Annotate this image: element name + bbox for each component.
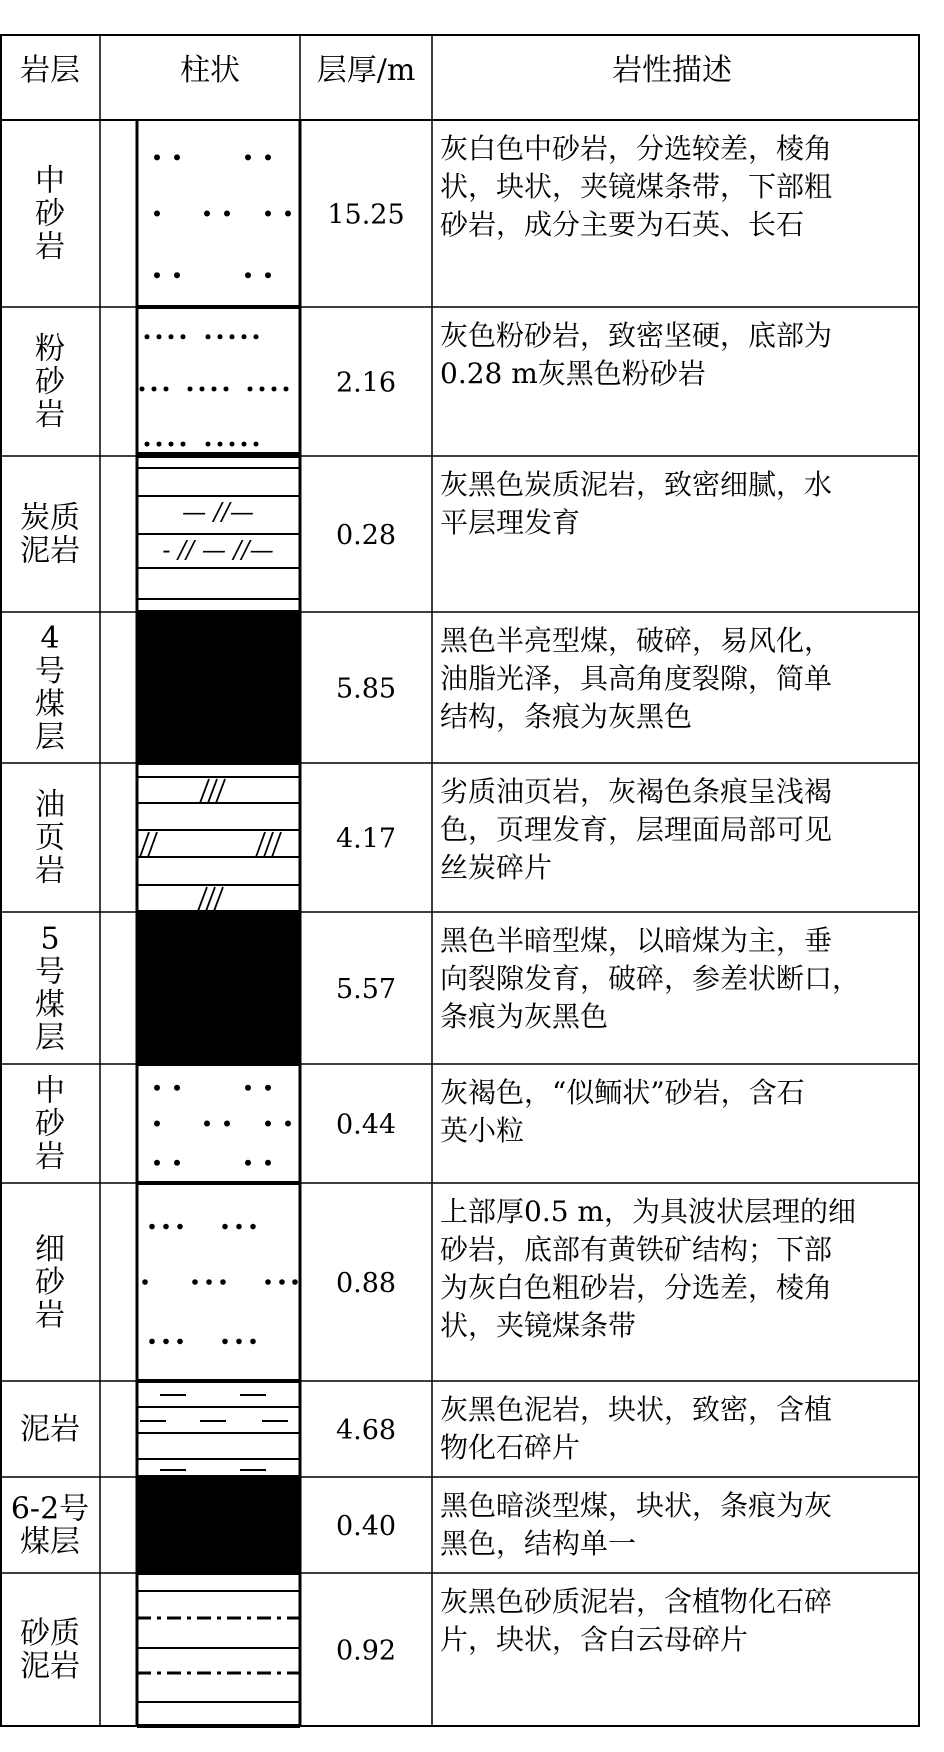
rock-name: 砂质 xyxy=(20,1616,80,1651)
rock-name: 煤层 xyxy=(20,1524,80,1560)
rock-description: 灰白色中砂岩，分选较差，棱角 xyxy=(440,132,833,165)
rock-name: 号 xyxy=(35,654,65,689)
sand-dot xyxy=(174,1160,180,1166)
sand-dot xyxy=(154,272,160,278)
rock-description: 黑色半亮型煤，破碎，易风化， xyxy=(440,624,833,657)
rock-description: 灰色粉砂岩，致密坚硬，底部为 xyxy=(440,319,833,352)
sand-dot xyxy=(265,154,271,160)
rock-description: 丝炭碎片 xyxy=(440,851,553,884)
rock-description: 平层理发育 xyxy=(440,506,581,539)
sand-dot xyxy=(177,1224,183,1230)
sand-dot xyxy=(204,1121,210,1127)
rock-description: 0.28 m灰黑色粉砂岩 xyxy=(440,357,706,390)
rock-name: 泥岩 xyxy=(20,1412,80,1447)
sand-dot xyxy=(192,1279,198,1285)
rock-name: 砂 xyxy=(35,1265,65,1300)
sand-dot xyxy=(152,386,157,391)
rock-name: 砂 xyxy=(35,1106,65,1142)
shale-slash xyxy=(148,832,157,857)
rock-description: 砂岩，成分主要为石英、长石 xyxy=(440,208,805,241)
layer-thickness: 5.57 xyxy=(335,974,397,1005)
carbonaceous-symbol: — //— xyxy=(182,498,254,526)
sand-dot xyxy=(236,1339,242,1345)
rock-name: 炭质 xyxy=(20,500,80,536)
sand-dot xyxy=(265,272,271,278)
sand-dot xyxy=(145,442,150,447)
sand-dot xyxy=(218,442,223,447)
rock-description: 黑色暗淡型煤，块状，条痕为灰 xyxy=(440,1489,833,1522)
rock-description: 劣质油页岩，灰褐色条痕呈浅褐 xyxy=(440,775,833,808)
rock-description: 状，块状，夹镜煤条带，下部粗 xyxy=(440,170,833,203)
rock-name: 煤 xyxy=(35,687,65,722)
sand-dot xyxy=(245,154,251,160)
layer-thickness: 0.88 xyxy=(335,1268,397,1299)
rock-name: 5 xyxy=(40,921,60,957)
sand-dot xyxy=(250,1339,256,1345)
sand-dot xyxy=(145,334,150,339)
sand-dot xyxy=(230,334,235,339)
carbonaceous-symbol: - // — //— xyxy=(162,536,274,564)
sand-dot xyxy=(222,1339,228,1345)
sand-dot xyxy=(265,1121,271,1127)
rock-description: 灰黑色炭质泥岩，致密细腻，水 xyxy=(440,468,833,501)
header-description: 岩性描述 xyxy=(612,53,732,88)
sand-dot xyxy=(265,1160,271,1166)
rock-name: 岩 xyxy=(35,1298,65,1333)
header-thickness: 层厚/m xyxy=(316,53,416,88)
shale-slash xyxy=(200,779,209,803)
sand-dot xyxy=(245,272,251,278)
shale-slash xyxy=(198,887,207,911)
rock-description: 条痕为灰黑色 xyxy=(440,1000,609,1033)
rock-description: 为灰白色粗砂岩，分选差，棱角 xyxy=(440,1271,833,1304)
sand-dot xyxy=(224,1121,230,1127)
layer-thickness: 2.16 xyxy=(335,367,397,399)
shale-slash xyxy=(206,887,215,911)
sand-dot xyxy=(248,386,253,391)
sand-dot xyxy=(169,442,174,447)
sand-dot xyxy=(292,1279,298,1285)
layer-thickness: 4.68 xyxy=(335,1415,397,1446)
rock-name: 泥岩 xyxy=(20,533,80,569)
rock-description: 砂岩，底部有黄铁矿结构；下部 xyxy=(440,1233,833,1266)
rock-name: 层 xyxy=(35,720,65,755)
sand-dot xyxy=(154,154,160,160)
sand-dot xyxy=(157,442,162,447)
layer-thickness: 0.44 xyxy=(335,1109,397,1141)
header-layer: 岩层 xyxy=(20,53,80,88)
rock-description: 上部厚0.5 m，为具波状层理的细 xyxy=(440,1195,856,1228)
header-column: 柱状 xyxy=(180,53,240,88)
rock-name: 粉 xyxy=(35,331,65,367)
rock-name: 岩 xyxy=(35,853,65,889)
sand-dot xyxy=(142,1279,148,1285)
sand-dot xyxy=(163,1339,169,1345)
sand-dot xyxy=(164,386,169,391)
sand-dot xyxy=(174,154,180,160)
sand-dot xyxy=(154,211,160,217)
lithology-column xyxy=(137,154,300,1702)
rock-description: 色，页理发育，层理面局部可见 xyxy=(440,813,833,846)
shale-slash xyxy=(140,832,149,857)
sand-dot xyxy=(254,442,259,447)
sand-dot xyxy=(140,386,145,391)
rock-description: 灰黑色砂质泥岩，含植物化石碎 xyxy=(440,1585,833,1618)
rock-name: 细 xyxy=(35,1232,65,1267)
sand-dot xyxy=(149,1224,155,1230)
rock-name: 煤 xyxy=(35,987,65,1023)
sand-dot xyxy=(188,386,193,391)
sand-dot xyxy=(204,211,210,217)
sand-dot xyxy=(242,442,247,447)
rock-name: 岩 xyxy=(35,229,65,265)
rock-description: 状，夹镜煤条带 xyxy=(440,1309,637,1342)
sand-dot xyxy=(285,211,291,217)
sand-dot xyxy=(254,334,259,339)
rock-name: 号 xyxy=(35,954,65,990)
rock-name: 岩 xyxy=(35,1139,65,1175)
rock-description: 结构，条痕为灰黑色 xyxy=(440,700,693,733)
rock-name: 6-2号 xyxy=(10,1491,90,1527)
sand-dot xyxy=(220,1279,226,1285)
sand-dot xyxy=(200,386,205,391)
sand-dot xyxy=(245,1160,251,1166)
coal-fill xyxy=(137,912,300,1064)
shale-slash xyxy=(214,887,223,911)
sand-dot xyxy=(177,1339,183,1345)
rock-description: 灰褐色，“似鲕状”砂岩，含石 xyxy=(440,1076,805,1109)
sand-dot xyxy=(250,1224,256,1230)
sand-dot xyxy=(279,1279,285,1285)
sand-dot xyxy=(224,211,230,217)
rock-name: 砂 xyxy=(35,196,65,232)
sand-dot xyxy=(181,442,186,447)
sand-dot xyxy=(181,334,186,339)
sand-dot xyxy=(169,334,174,339)
shale-slash xyxy=(256,832,265,857)
rock-name: 4 xyxy=(40,621,60,656)
sand-dot xyxy=(154,1085,160,1091)
sand-dot xyxy=(157,334,162,339)
sand-dot xyxy=(212,386,217,391)
sand-dot xyxy=(265,1279,271,1285)
sand-dot xyxy=(163,1224,169,1230)
rock-name: 砂 xyxy=(35,364,65,400)
sand-dot xyxy=(272,386,277,391)
layer-thickness: 0.92 xyxy=(335,1635,397,1667)
sand-dot xyxy=(224,386,229,391)
rock-name: 页 xyxy=(35,820,65,856)
sand-dot xyxy=(222,1224,228,1230)
sand-dot xyxy=(284,386,289,391)
sand-dot xyxy=(154,1160,160,1166)
sand-dot xyxy=(218,334,223,339)
sand-dot xyxy=(265,211,271,217)
rock-description: 片，块状，含白云母碎片 xyxy=(440,1623,749,1656)
shale-slash xyxy=(272,832,281,857)
rock-name: 中 xyxy=(35,163,65,199)
rock-description: 英小粒 xyxy=(440,1114,525,1147)
sand-dot xyxy=(206,442,211,447)
sand-dot xyxy=(174,272,180,278)
coal-fill xyxy=(137,1477,300,1573)
rock-name: 中 xyxy=(35,1073,65,1109)
sand-dot xyxy=(245,1085,251,1091)
layer-thickness: 5.85 xyxy=(335,673,397,705)
rock-name: 油 xyxy=(35,787,65,823)
shale-slash xyxy=(208,779,217,803)
sand-dot xyxy=(206,334,211,339)
rock-description: 油脂光泽，具高角度裂隙，简单 xyxy=(440,662,833,695)
rock-description: 向裂隙发育，破碎，参差状断口， xyxy=(440,962,861,995)
sand-dot xyxy=(260,386,265,391)
sand-dot xyxy=(154,1121,160,1127)
sand-dot xyxy=(285,1121,291,1127)
shale-slash xyxy=(264,832,273,857)
sand-dot xyxy=(230,442,235,447)
sand-dot xyxy=(265,1085,271,1091)
rock-name: 岩 xyxy=(35,397,65,433)
sand-dot xyxy=(236,1224,242,1230)
sand-dot xyxy=(242,334,247,339)
layer-thickness: 4.17 xyxy=(335,823,397,855)
rock-description: 物化石碎片 xyxy=(440,1431,581,1464)
layer-thickness: 0.40 xyxy=(335,1511,397,1542)
rock-description: 黑色半暗型煤，以暗煤为主，垂 xyxy=(440,924,833,957)
layer-thickness: 0.28 xyxy=(335,520,397,551)
rock-description: 灰黑色泥岩，块状，致密，含植 xyxy=(440,1393,833,1426)
rock-name: 层 xyxy=(35,1020,65,1056)
sand-dot xyxy=(206,1279,212,1285)
rock-name: 泥岩 xyxy=(20,1649,80,1684)
rock-description: 黑色，结构单一 xyxy=(440,1527,637,1560)
shale-slash xyxy=(216,779,225,803)
layer-thickness: 15.25 xyxy=(327,199,405,231)
sand-dot xyxy=(174,1085,180,1091)
coal-fill xyxy=(137,612,300,763)
sand-dot xyxy=(149,1339,155,1345)
